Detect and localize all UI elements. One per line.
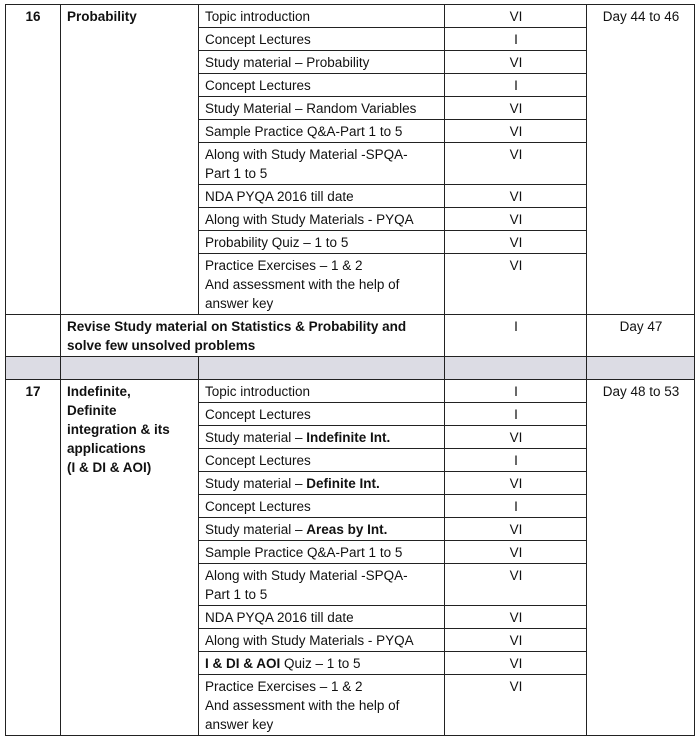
activity-text: Probability Quiz – 1 to 5 xyxy=(205,235,349,250)
activity-text: Concept Lectures xyxy=(205,499,311,514)
activity-text: Concept Lectures xyxy=(205,453,311,468)
topic-name-line: applications xyxy=(67,441,146,456)
level-cell: I xyxy=(445,74,587,97)
activity-text: Study material – xyxy=(205,430,307,445)
activity-line: answer key xyxy=(205,717,274,732)
activity-line: Part 1 to 5 xyxy=(205,587,268,602)
activity-cell xyxy=(199,518,445,541)
activity-cell xyxy=(199,208,445,231)
activity-cell xyxy=(199,97,445,120)
level-cell: VI xyxy=(445,231,587,254)
table-row xyxy=(6,380,695,403)
activity-line: Part 1 to 5 xyxy=(205,166,268,181)
activity-cell xyxy=(199,606,445,629)
activity-cell xyxy=(199,5,445,28)
topic-number: 16 xyxy=(6,5,61,315)
activity-line: answer key xyxy=(205,296,274,311)
level-cell: VI xyxy=(445,97,587,120)
activity-bold-text: Indefinite Int. xyxy=(306,430,391,445)
days-cell: Day 48 to 53 xyxy=(587,380,695,736)
activity-cell xyxy=(199,28,445,51)
separator-cell xyxy=(6,357,61,380)
activity-bold-text: Areas by Int. xyxy=(306,522,388,537)
topic-name xyxy=(61,380,199,736)
separator-cell xyxy=(587,357,695,380)
separator-row xyxy=(6,357,695,380)
level-cell: VI xyxy=(445,120,587,143)
activity-text: NDA PYQA 2016 till date xyxy=(205,189,354,204)
activity-cell xyxy=(199,472,445,495)
activity-line: Practice Exercises – 1 & 2 xyxy=(205,258,363,273)
level-cell: VI xyxy=(445,254,587,315)
activity-text: Concept Lectures xyxy=(205,407,311,422)
activity-cell xyxy=(199,120,445,143)
activity-text: Sample Practice Q&A-Part 1 to 5 xyxy=(205,545,403,560)
activity-cell xyxy=(199,51,445,74)
activity-cell xyxy=(199,675,445,736)
activity-text: Quiz – 1 to 5 xyxy=(280,656,361,671)
activity-text: Study material – Probability xyxy=(205,55,370,70)
topic-name-line: Definite xyxy=(67,403,117,418)
level-cell: VI xyxy=(445,5,587,28)
revise-text xyxy=(61,315,445,357)
activity-line: Practice Exercises – 1 & 2 xyxy=(205,679,363,694)
activity-cell xyxy=(199,254,445,315)
level-cell: I xyxy=(445,403,587,426)
activity-text: Along with Study Materials - PYQA xyxy=(205,633,414,648)
days-cell: Day 44 to 46 xyxy=(587,5,695,315)
level-cell: VI xyxy=(445,652,587,675)
activity-text: Topic introduction xyxy=(205,384,311,399)
topic-name-line: integration & its xyxy=(67,422,170,437)
activity-cell xyxy=(199,495,445,518)
empty-number-cell xyxy=(6,315,61,357)
activity-cell xyxy=(199,231,445,254)
activity-text: Concept Lectures xyxy=(205,78,311,93)
level-cell: VI xyxy=(445,185,587,208)
level-cell: VI xyxy=(445,675,587,736)
topic-name xyxy=(61,5,199,315)
separator-cell xyxy=(199,357,445,380)
level-cell: I xyxy=(445,449,587,472)
activity-cell xyxy=(199,564,445,606)
activity-text: Study material – xyxy=(205,522,307,537)
level-cell: VI xyxy=(445,143,587,185)
level-cell: VI xyxy=(445,606,587,629)
activity-text: Study Material – Random Variables xyxy=(205,101,417,116)
level-cell: VI xyxy=(445,208,587,231)
separator-cell xyxy=(445,357,587,380)
activity-text: Topic introduction xyxy=(205,9,311,24)
activity-text: NDA PYQA 2016 till date xyxy=(205,610,354,625)
activity-cell xyxy=(199,541,445,564)
activity-cell xyxy=(199,652,445,675)
topic-name-line: Indefinite, xyxy=(67,384,131,399)
revise-line: Revise Study material on Statistics & Probability and xyxy=(67,319,407,334)
level-cell: I xyxy=(445,380,587,403)
level-cell: I xyxy=(445,495,587,518)
level-cell: VI xyxy=(445,426,587,449)
level-cell: VI xyxy=(445,51,587,74)
activity-line: Along with Study Material -SPQA- xyxy=(205,568,408,583)
days-cell: Day 47 xyxy=(587,315,695,357)
activity-line: And assessment with the help of xyxy=(205,698,400,713)
activity-bold-text: I & DI & AOI xyxy=(205,656,281,671)
level-cell: VI xyxy=(445,472,587,495)
activity-bold-text: Definite Int. xyxy=(306,476,380,491)
topic-name-line: Probability xyxy=(67,9,137,24)
activity-cell xyxy=(199,143,445,185)
activity-cell xyxy=(199,629,445,652)
level-cell: VI xyxy=(445,541,587,564)
activity-cell xyxy=(199,185,445,208)
activity-cell xyxy=(199,449,445,472)
activity-line: And assessment with the help of xyxy=(205,277,400,292)
activity-cell xyxy=(199,426,445,449)
level-cell: VI xyxy=(445,629,587,652)
study-plan-body xyxy=(6,5,695,736)
activity-cell xyxy=(199,74,445,97)
level-cell: I xyxy=(445,28,587,51)
activity-cell xyxy=(199,403,445,426)
study-plan-table xyxy=(5,4,695,736)
topic-name-line: (I & DI & AOI) xyxy=(67,460,152,475)
activity-line: Along with Study Material -SPQA- xyxy=(205,147,408,162)
activity-cell xyxy=(199,380,445,403)
activity-text: Concept Lectures xyxy=(205,32,311,47)
table-row xyxy=(6,5,695,28)
level-cell: I xyxy=(445,315,587,357)
topic-number: 17 xyxy=(6,380,61,736)
activity-text: Study material – xyxy=(205,476,307,491)
separator-cell xyxy=(61,357,199,380)
level-cell: VI xyxy=(445,518,587,541)
revise-line: solve few unsolved problems xyxy=(67,338,256,353)
activity-text: Along with Study Materials - PYQA xyxy=(205,212,414,227)
level-cell: VI xyxy=(445,564,587,606)
revise-row xyxy=(6,315,695,357)
activity-text: Sample Practice Q&A-Part 1 to 5 xyxy=(205,124,403,139)
